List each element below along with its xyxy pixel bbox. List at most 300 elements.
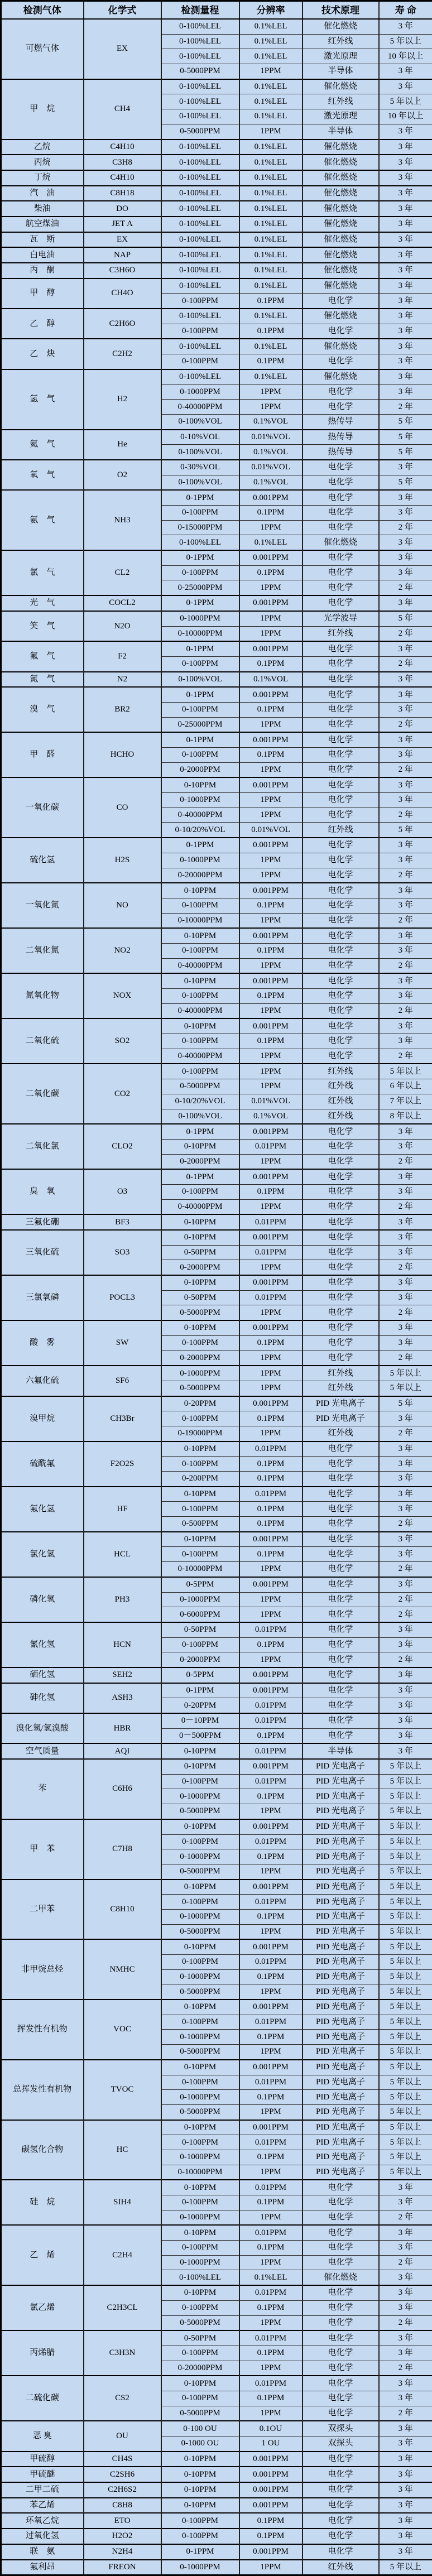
- table-row: [1, 2120, 432, 2135]
- principle-cell: 电化学: [303, 2195, 379, 2210]
- resolution-cell: 0.001PPM: [239, 1683, 303, 1698]
- principle-cell: 电化学: [303, 748, 379, 763]
- principle-cell: 电化学: [303, 2300, 379, 2315]
- lifetime-cell: 3 年: [379, 1411, 432, 1426]
- principle-cell: PID 光电离子: [303, 1396, 379, 1411]
- principle-cell: 电化学: [303, 883, 379, 898]
- resolution-cell: 0.1%LEL: [239, 94, 303, 109]
- resolution-cell: 0.001PPM: [239, 2000, 303, 2015]
- lifetime-cell: 2 年: [379, 1426, 432, 1441]
- range-cell: 0-10PPM: [161, 2452, 239, 2467]
- resolution-cell: 1PPM: [239, 958, 303, 973]
- range-cell: 0-100%LEL: [161, 186, 239, 201]
- range-cell: 0-10/20%VOL: [161, 823, 239, 838]
- principle-cell: 红外线: [303, 1426, 379, 1441]
- principle-cell: 电化学: [303, 2241, 379, 2256]
- gas-name-cell: 氟化氢: [1, 1487, 84, 1532]
- resolution-cell: 1PPM: [239, 611, 303, 626]
- range-cell: 0-5000PPM: [161, 1864, 239, 1879]
- lifetime-cell: 2 年: [379, 868, 432, 883]
- lifetime-cell: 5 年以上: [379, 2060, 432, 2075]
- gas-name-cell: 过氧化氢: [1, 2529, 84, 2544]
- range-cell: 0-20PPM: [161, 1396, 239, 1411]
- lifetime-cell: 5 年以上: [379, 1064, 432, 1079]
- range-cell: 0-20000PPM: [161, 868, 239, 883]
- resolution-cell: 0.001PPM: [239, 687, 303, 702]
- principle-cell: 电化学: [303, 1034, 379, 1049]
- principle-cell: 电化学: [303, 2180, 379, 2195]
- resolution-cell: 0.01%VOL: [239, 460, 303, 475]
- gas-name-cell: 非甲烷总烃: [1, 1939, 84, 2000]
- resolution-cell: 0.1PPM: [239, 565, 303, 580]
- principle-cell: 电化学: [303, 1667, 379, 1683]
- lifetime-cell: 3 年: [379, 1457, 432, 1472]
- range-cell: 0-100%LEL: [161, 155, 239, 170]
- lifetime-cell: 3 年: [379, 1335, 432, 1351]
- principle-cell: 电化学: [303, 1713, 379, 1728]
- range-cell: 0-100%LEL: [161, 369, 239, 385]
- principle-cell: 红外线: [303, 1079, 379, 1094]
- lifetime-cell: 3 年: [379, 2544, 432, 2560]
- principle-cell: 电化学: [303, 1487, 379, 1502]
- resolution-cell: 0.001PPM: [239, 2498, 303, 2513]
- formula-cell: CLO2: [84, 1124, 161, 1169]
- principle-cell: 电化学: [303, 490, 379, 505]
- principle-cell: 电化学: [303, 1698, 379, 1713]
- range-cell: 0-100PPM: [161, 656, 239, 671]
- resolution-cell: 0.01PPM: [239, 1713, 303, 1728]
- resolution-cell: 0.1PPM: [239, 1517, 303, 1532]
- table-row: [1, 2180, 432, 2195]
- resolution-cell: 1PPM: [239, 868, 303, 883]
- resolution-cell: 0.001PPM: [239, 732, 303, 747]
- table-row: [1, 19, 432, 34]
- principle-cell: 电化学: [303, 294, 379, 309]
- lifetime-cell: 3 年: [379, 2467, 432, 2482]
- range-cell: 0-100PPM: [161, 354, 239, 369]
- lifetime-cell: 3 年: [379, 263, 432, 278]
- formula-cell: CH4S: [84, 2452, 161, 2467]
- gas-name-cell: 联 氨: [1, 2544, 84, 2560]
- resolution-cell: 1PPM: [239, 1079, 303, 1094]
- lifetime-cell: 3 年: [379, 2452, 432, 2467]
- range-cell: 0-100PPM: [161, 1411, 239, 1426]
- lifetime-cell: 2 年: [379, 580, 432, 595]
- principle-cell: PID 光电离子: [303, 2090, 379, 2105]
- gas-name-cell: 氢 气: [1, 369, 84, 430]
- lifetime-cell: 10 年以上: [379, 109, 432, 124]
- gas-name-cell: 磷化氢: [1, 1577, 84, 1622]
- resolution-cell: 1PPM: [239, 2406, 303, 2421]
- formula-cell: C3H3N: [84, 2330, 161, 2376]
- principle-cell: 电化学: [303, 2315, 379, 2330]
- gas-name-cell: 二甲苯: [1, 1880, 84, 1940]
- table-row: [1, 1532, 432, 1547]
- principle-cell: 催化燃烧: [303, 140, 379, 155]
- resolution-cell: 0.01%VOL: [239, 1094, 303, 1109]
- resolution-cell: 0.1%VOL: [239, 445, 303, 460]
- principle-cell: 电化学: [303, 565, 379, 580]
- lifetime-cell: 2 年: [379, 1199, 432, 1214]
- resolution-cell: 0.1%LEL: [239, 309, 303, 324]
- gas-name-cell: 氟利昂: [1, 2560, 84, 2575]
- lifetime-cell: 5 年以上: [379, 2015, 432, 2030]
- resolution-cell: 0.01PPM: [239, 2075, 303, 2090]
- lifetime-cell: 2 年: [379, 1049, 432, 1064]
- principle-cell: 电化学: [303, 853, 379, 868]
- resolution-cell: 0.1PPM: [239, 2090, 303, 2105]
- range-cell: 0-1000PPM: [161, 1592, 239, 1607]
- principle-cell: 催化燃烧: [303, 247, 379, 263]
- resolution-cell: 1PPM: [239, 2210, 303, 2225]
- range-cell: 0-40000PPM: [161, 400, 239, 415]
- lifetime-cell: 5 年: [379, 1396, 432, 1411]
- formula-cell: C8H18: [84, 186, 161, 201]
- lifetime-cell: 5 年以上: [379, 1849, 432, 1864]
- table-row: [1, 672, 432, 688]
- table-row: [1, 2467, 432, 2482]
- principle-cell: 电化学: [303, 687, 379, 702]
- principle-cell: 电化学: [303, 1532, 379, 1547]
- lifetime-cell: 5 年以上: [379, 1895, 432, 1910]
- formula-cell: F2: [84, 641, 161, 671]
- lifetime-cell: 3 年: [379, 339, 432, 354]
- lifetime-cell: 3 年: [379, 702, 432, 717]
- table-row: [1, 2544, 432, 2560]
- formula-cell: POCL3: [84, 1275, 161, 1320]
- principle-cell: 电化学: [303, 717, 379, 732]
- gas-name-cell: 氦 气: [1, 430, 84, 460]
- principle-cell: 电化学: [303, 550, 379, 565]
- lifetime-cell: 3 年: [379, 1184, 432, 1199]
- principle-cell: PID 光电离子: [303, 1955, 379, 1970]
- principle-cell: PID 光电离子: [303, 2045, 379, 2060]
- lifetime-cell: 5 年以上: [379, 2120, 432, 2135]
- principle-cell: 催化燃烧: [303, 217, 379, 232]
- range-cell: 0-1PPM: [161, 595, 239, 611]
- principle-cell: 催化燃烧: [303, 278, 379, 294]
- principle-cell: 电化学: [303, 1245, 379, 1260]
- principle-cell: 电化学: [303, 2498, 379, 2513]
- principle-cell: 电化学: [303, 1184, 379, 1199]
- resolution-cell: 0.001PPM: [239, 2482, 303, 2498]
- range-cell: 0-1000 OU: [161, 2436, 239, 2452]
- range-cell: 0-1000PPM: [161, 1789, 239, 1804]
- lifetime-cell: 3 年: [379, 883, 432, 898]
- resolution-cell: 0.1%LEL: [239, 2270, 303, 2285]
- resolution-cell: 0.1PPM: [239, 324, 303, 339]
- lifetime-cell: 5 年以上: [379, 2075, 432, 2090]
- principle-cell: PID 光电离子: [303, 1880, 379, 1895]
- lifetime-cell: 2 年: [379, 1517, 432, 1532]
- lifetime-cell: 7 年以上: [379, 1094, 432, 1109]
- range-cell: 0-15000PPM: [161, 520, 239, 535]
- resolution-cell: 0.1PPM: [239, 943, 303, 958]
- formula-cell: CO2: [84, 1064, 161, 1124]
- range-cell: 0-10PPM: [161, 1759, 239, 1774]
- lifetime-cell: 3 年: [379, 838, 432, 853]
- table-row: [1, 1064, 432, 1079]
- principle-cell: 催化燃烧: [303, 535, 379, 550]
- range-cell: 0-100PPM: [161, 1774, 239, 1789]
- resolution-cell: 1 OU: [239, 2436, 303, 2452]
- lifetime-cell: 5 年以上: [379, 1366, 432, 1381]
- table-row: [1, 2452, 432, 2467]
- range-cell: 0-100%LEL: [161, 19, 239, 34]
- principle-cell: 电化学: [303, 928, 379, 943]
- range-cell: 0-50PPM: [161, 1290, 239, 1305]
- formula-cell: DO: [84, 201, 161, 217]
- resolution-cell: 1PPM: [239, 2104, 303, 2120]
- resolution-cell: 0.01PPM: [239, 2015, 303, 2030]
- lifetime-cell: 3 年: [379, 1667, 432, 1683]
- formula-cell: AQI: [84, 1743, 161, 1759]
- gas-name-cell: 二氧化氯: [1, 1124, 84, 1169]
- principle-cell: 电化学: [303, 1683, 379, 1698]
- lifetime-cell: 2 年: [379, 958, 432, 973]
- range-cell: 0-5000PPM: [161, 2104, 239, 2120]
- resolution-cell: 0.001PPM: [239, 2120, 303, 2135]
- lifetime-cell: 2 年: [379, 913, 432, 928]
- formula-cell: EX: [84, 232, 161, 248]
- table-row: [1, 2529, 432, 2544]
- resolution-cell: 0.01PPM: [239, 2285, 303, 2300]
- principle-cell: 双探头: [303, 2421, 379, 2436]
- principle-cell: 红外线: [303, 94, 379, 109]
- resolution-cell: 0.1%LEL: [239, 109, 303, 124]
- lifetime-cell: 2 年: [379, 520, 432, 535]
- range-cell: 0-30%VOL: [161, 460, 239, 475]
- resolution-cell: 1PPM: [239, 124, 303, 139]
- resolution-cell: 0.001PPM: [239, 641, 303, 656]
- header-lifetime: 寿 命: [379, 1, 432, 20]
- resolution-cell: 1PPM: [239, 2045, 303, 2060]
- resolution-cell: 0.001PPM: [239, 973, 303, 988]
- gas-name-cell: 氯化氢: [1, 1532, 84, 1577]
- range-cell: 0-5000PPM: [161, 2406, 239, 2421]
- lifetime-cell: 3 年: [379, 1683, 432, 1698]
- principle-cell: 电化学: [303, 1517, 379, 1532]
- range-cell: 0-2000PPM: [161, 762, 239, 777]
- gas-name-cell: 硫化氢: [1, 838, 84, 883]
- range-cell: 0-100%LEL: [161, 247, 239, 263]
- gas-name-cell: 总挥发性有机物: [1, 2060, 84, 2120]
- gas-name-cell: 溴 气: [1, 687, 84, 732]
- range-cell: 0-100PPM: [161, 2300, 239, 2315]
- range-cell: 0-100 OU: [161, 2421, 239, 2436]
- lifetime-cell: 3 年: [379, 793, 432, 808]
- lifetime-cell: 5 年以上: [379, 1984, 432, 2000]
- range-cell: 0-10PPM: [161, 1139, 239, 1154]
- lifetime-cell: 3 年: [379, 1547, 432, 1562]
- lifetime-cell: 3 年: [379, 732, 432, 747]
- lifetime-cell: 5 年以上: [379, 34, 432, 49]
- resolution-cell: 0.1PPM: [239, 1637, 303, 1652]
- resolution-cell: 0.1PPM: [239, 2195, 303, 2210]
- principle-cell: 双探头: [303, 2436, 379, 2452]
- lifetime-cell: 5 年以上: [379, 1864, 432, 1879]
- lifetime-cell: 5 年以上: [379, 1939, 432, 1954]
- resolution-cell: 0.1PPM: [239, 2513, 303, 2529]
- range-cell: 0-100%LEL: [161, 201, 239, 217]
- lifetime-cell: 5 年以上: [379, 2150, 432, 2165]
- formula-cell: C8H10: [84, 1880, 161, 1940]
- formula-cell: C6H6: [84, 1759, 161, 1819]
- range-cell: 0-50PPM: [161, 2330, 239, 2346]
- range-cell: 0-100PPM: [161, 702, 239, 717]
- lifetime-cell: 5 年以上: [379, 1759, 432, 1774]
- resolution-cell: 1PPM: [239, 1199, 303, 1214]
- principle-cell: PID 光电离子: [303, 1411, 379, 1426]
- range-cell: 0-100PPM: [161, 2346, 239, 2361]
- resolution-cell: 0.01PPM: [239, 1774, 303, 1789]
- formula-cell: CH4O: [84, 278, 161, 309]
- range-cell: 0-1000PPM: [161, 1909, 239, 1924]
- lifetime-cell: 3 年: [379, 1124, 432, 1139]
- resolution-cell: 0.1PPM: [239, 2529, 303, 2544]
- formula-cell: C7H8: [84, 1819, 161, 1880]
- resolution-cell: 1PPM: [239, 1381, 303, 1396]
- range-cell: 0-1PPM: [161, 641, 239, 656]
- lifetime-cell: 3 年: [379, 1487, 432, 1502]
- lifetime-cell: 5 年以上: [379, 2045, 432, 2060]
- lifetime-cell: 5 年以上: [379, 1819, 432, 1834]
- table-row: [1, 2421, 432, 2436]
- principle-cell: 红外线: [303, 1366, 379, 1381]
- range-cell: 0-40000PPM: [161, 1199, 239, 1214]
- resolution-cell: 0.001PPM: [239, 1880, 303, 1895]
- formula-cell: SIH4: [84, 2180, 161, 2225]
- resolution-cell: 0.001PPM: [239, 2060, 303, 2075]
- range-cell: 0-100PPM: [161, 2513, 239, 2529]
- table-row: [1, 883, 432, 898]
- lifetime-cell: 2 年: [379, 1592, 432, 1607]
- gas-name-cell: 氯乙烯: [1, 2285, 84, 2330]
- lifetime-cell: 3 年: [379, 973, 432, 988]
- principle-cell: 电化学: [303, 641, 379, 656]
- lifetime-cell: 3 年: [379, 777, 432, 792]
- table-row: [1, 2560, 432, 2575]
- principle-cell: 电化学: [303, 2210, 379, 2225]
- range-cell: 0-100PPM: [161, 943, 239, 958]
- principle-cell: PID 光电离子: [303, 1804, 379, 1819]
- table-row: [1, 2482, 432, 2498]
- resolution-cell: 1PPM: [239, 2315, 303, 2330]
- table-row: [1, 2225, 432, 2240]
- table-row: [1, 1124, 432, 1139]
- table-row: [1, 550, 432, 565]
- formula-cell: OU: [84, 2421, 161, 2451]
- lifetime-cell: 3 年: [379, 460, 432, 475]
- resolution-cell: 0.1%LEL: [239, 263, 303, 278]
- table-row: [1, 232, 432, 248]
- range-cell: 0-1PPM: [161, 1124, 239, 1139]
- resolution-cell: 1PPM: [239, 2560, 303, 2575]
- range-cell: 0-1000PPM: [161, 853, 239, 868]
- formula-cell: CS2: [84, 2376, 161, 2421]
- resolution-cell: 0.001PPM: [239, 1577, 303, 1592]
- lifetime-cell: 2 年: [379, 400, 432, 415]
- formula-cell: HCHO: [84, 732, 161, 777]
- principle-cell: 激光原理: [303, 109, 379, 124]
- lifetime-cell: 3 年: [379, 565, 432, 580]
- principle-cell: 电化学: [303, 2452, 379, 2467]
- resolution-cell: 0.001PPM: [239, 1124, 303, 1139]
- resolution-cell: 1PPM: [239, 2255, 303, 2270]
- resolution-cell: 0.1%LEL: [239, 186, 303, 201]
- principle-cell: 电化学: [303, 1441, 379, 1457]
- resolution-cell: 0.1%LEL: [239, 140, 303, 155]
- resolution-cell: 0.1PPM: [239, 898, 303, 913]
- range-cell: 0-100PPM: [161, 1547, 239, 1562]
- principle-cell: 电化学: [303, 943, 379, 958]
- lifetime-cell: 3 年: [379, 672, 432, 688]
- gas-name-cell: 丁烷: [1, 170, 84, 186]
- gas-name-cell: 三氯氧磷: [1, 1275, 84, 1320]
- resolution-cell: 0.001PPM: [239, 1532, 303, 1547]
- formula-cell: C2H3CL: [84, 2285, 161, 2330]
- gas-name-cell: 碳氢化合物: [1, 2120, 84, 2180]
- range-cell: 0-10PPM: [161, 1743, 239, 1759]
- lifetime-cell: 3 年: [379, 2180, 432, 2195]
- resolution-cell: 0.001PPM: [239, 777, 303, 792]
- range-cell: 0-100PPM: [161, 1895, 239, 1910]
- formula-cell: NOX: [84, 973, 161, 1018]
- range-cell: 0-1PPM: [161, 1683, 239, 1698]
- formula-cell: C2H6S2: [84, 2482, 161, 2498]
- table-body: [1, 19, 432, 2575]
- range-cell: 0-10PPM: [161, 2000, 239, 2015]
- resolution-cell: 0.1PPM: [239, 2030, 303, 2045]
- range-cell: 0-1000PPM: [161, 1849, 239, 1864]
- lifetime-cell: 3 年: [379, 354, 432, 369]
- resolution-cell: 0.1%LEL: [239, 155, 303, 170]
- lifetime-cell: 3 年: [379, 748, 432, 763]
- range-cell: 0-5000PPM: [161, 2045, 239, 2060]
- header-resolution: 分辨率: [239, 1, 303, 20]
- principle-cell: 电化学: [303, 1728, 379, 1743]
- formula-cell: C3H6O: [84, 263, 161, 278]
- gas-name-cell: 氨 气: [1, 490, 84, 550]
- lifetime-cell: 3 年: [379, 2270, 432, 2285]
- principle-cell: 催化燃烧: [303, 201, 379, 217]
- principle-cell: 半导体: [303, 64, 379, 79]
- resolution-cell: 0.001PPM: [239, 883, 303, 898]
- formula-cell: SF6: [84, 1366, 161, 1396]
- gas-name-cell: 恶 臭: [1, 2421, 84, 2451]
- table-row: [1, 1759, 432, 1774]
- resolution-cell: 0.1PPM: [239, 2300, 303, 2315]
- gas-name-cell: 甲 烷: [1, 79, 84, 140]
- range-cell: 0-10PPM: [161, 1320, 239, 1335]
- principle-cell: 电化学: [303, 1562, 379, 1577]
- lifetime-cell: 3 年: [379, 1320, 432, 1335]
- lifetime-cell: 3 年: [379, 217, 432, 232]
- table-row: [1, 1880, 432, 1895]
- table-row: [1, 1396, 432, 1411]
- lifetime-cell: 3 年: [379, 385, 432, 400]
- range-cell: 0-100PPM: [161, 1034, 239, 1049]
- resolution-cell: 0.001PPM: [239, 1759, 303, 1774]
- principle-cell: 红外线: [303, 1064, 379, 1079]
- principle-cell: 电化学: [303, 898, 379, 913]
- range-cell: 0-10/20%VOL: [161, 1094, 239, 1109]
- resolution-cell: 0.1PPM: [239, 1547, 303, 1562]
- principle-cell: 电化学: [303, 1214, 379, 1230]
- principle-cell: 电化学: [303, 732, 379, 747]
- lifetime-cell: 3 年: [379, 2300, 432, 2315]
- lifetime-cell: 3 年: [379, 535, 432, 550]
